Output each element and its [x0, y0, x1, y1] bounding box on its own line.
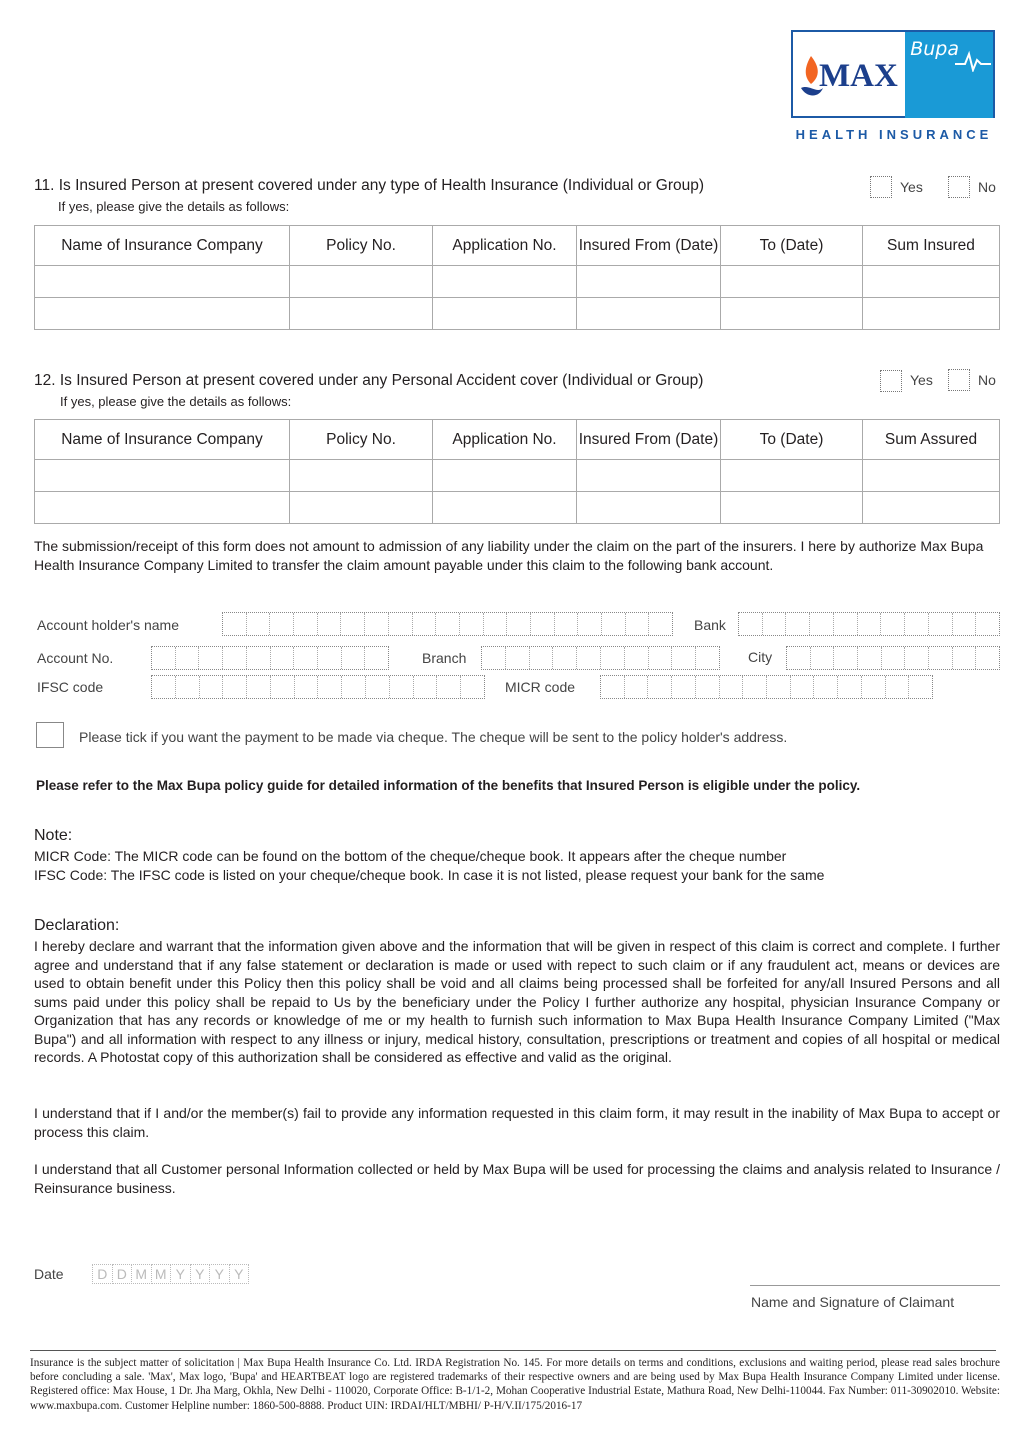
- date-digit: D: [92, 1264, 113, 1284]
- q11-no-checkbox[interactable]: [948, 176, 970, 198]
- table-cell[interactable]: [35, 298, 290, 330]
- table-cell[interactable]: [577, 492, 721, 524]
- col-sum-assured: Sum Assured: [863, 420, 1000, 460]
- date-input[interactable]: [92, 1264, 248, 1284]
- q11-subtext: If yes, please give the details as follows:: [58, 199, 290, 214]
- q12-no-label: No: [978, 372, 996, 388]
- table-cell[interactable]: [433, 298, 577, 330]
- q12-yes-checkbox[interactable]: [880, 370, 902, 392]
- account-no-label: Account No.: [37, 650, 114, 666]
- table-header-row: [35, 226, 1000, 266]
- date-digit: Y: [229, 1264, 250, 1284]
- declaration-paragraph-2: I understand that if I and/or the member(s) fail to provide any information requested in this claim form, it may result in the inability of Max Bupa to accept or process this claim.: [34, 1105, 1000, 1140]
- table-cell[interactable]: [863, 266, 1000, 298]
- col-to-date: To (Date): [721, 420, 863, 460]
- footer-divider: [30, 1350, 996, 1351]
- col-sum-insured: Sum Insured: [863, 226, 1000, 266]
- branch-input[interactable]: [481, 646, 720, 670]
- table-row: [35, 266, 1000, 298]
- table-cell[interactable]: [863, 492, 1000, 524]
- signature-label: Name and Signature of Claimant: [751, 1294, 955, 1310]
- bank-label: Bank: [694, 617, 726, 633]
- q11-table: [34, 225, 1000, 330]
- table-cell[interactable]: [433, 492, 577, 524]
- declaration-title: Declaration:: [34, 917, 120, 934]
- city-label: City: [748, 649, 773, 665]
- col-insurance-company: Name of Insurance Company: [35, 226, 290, 266]
- table-cell[interactable]: [290, 492, 433, 524]
- col-application-no: Application No.: [433, 420, 577, 460]
- q11-question: 11. Is Insured Person at present covered under any type of Health Insurance (Individual or Group): [34, 177, 705, 194]
- q12-yes-label: Yes: [910, 372, 933, 388]
- note-title: Note:: [34, 827, 73, 844]
- heartbeat-icon: [955, 50, 991, 72]
- q12-no-checkbox[interactable]: [948, 369, 970, 391]
- ifsc-label: IFSC code: [37, 679, 104, 695]
- table-cell[interactable]: [290, 266, 433, 298]
- signature-line[interactable]: [750, 1285, 1000, 1286]
- table-cell[interactable]: [577, 298, 721, 330]
- table-cell[interactable]: [721, 266, 863, 298]
- date-digit: Y: [170, 1264, 191, 1284]
- cheque-text: Please tick if you want the payment to be made via cheque. The cheque will be sent to the policy holder's address.: [79, 729, 788, 745]
- date-digit: Y: [190, 1264, 211, 1284]
- declaration-paragraph-3: I understand that all Customer personal Information collected or held by Max Bupa will be used for processing the claims and analysis related to Insurance / Reinsurance business.: [34, 1161, 1000, 1196]
- note-micr: MICR Code: The MICR code can be found on the bottom of the cheque/cheque book. It appears after the cheque number: [34, 848, 787, 864]
- branch-label: Branch: [422, 650, 467, 666]
- col-insured-from: Insured From (Date): [577, 420, 721, 460]
- table-cell[interactable]: [721, 298, 863, 330]
- table-row: [35, 298, 1000, 330]
- q12-table: [34, 419, 1000, 524]
- table-cell[interactable]: [863, 298, 1000, 330]
- max-bupa-logo: [791, 30, 995, 118]
- col-to-date: To (Date): [721, 226, 863, 266]
- table-cell[interactable]: [577, 460, 721, 492]
- table-row: [35, 492, 1000, 524]
- table-cell[interactable]: [577, 266, 721, 298]
- logo-bupa-text: Bupa: [910, 38, 959, 60]
- cheque-checkbox[interactable]: [36, 722, 64, 748]
- city-input[interactable]: [786, 646, 1000, 670]
- declaration-paragraph-1: I hereby declare and warrant that the information given above and the information that will be given in respect of this claim is correct and complete. I further agree and understand that if any false statement or declaration is made or used with repect to such claim or if any fraudulent act, means or devices are used to obtain benefit under this Policy then this policy shall be void and all claims being processed shall be forfeited for any/all Insured Persons and all sums paid under this policy shall be repaid to Us by the beneficiary under the Policy I further authorize any hospital, physician Insurance Company or Organization that has any records or knowledge of me or my health to furnish such information to Max Bupa Health Insurance Company Limited ("Max Bupa") and all information with respect to any illness or injury, medical history, consultation, prescriptions or treatment and copies of all hospital or medical records. A Photostat copy of this authorization shall be considered as effective and valid as the original.: [34, 938, 1000, 1065]
- account-holder-input[interactable]: [222, 612, 673, 636]
- date-digit: M: [151, 1264, 172, 1284]
- q11-no-label: No: [978, 179, 996, 195]
- policy-guide-note: Please refer to the Max Bupa policy guide for detailed information of the benefits that Insured Person is eligible under the policy.: [36, 778, 861, 793]
- date-label: Date: [34, 1266, 64, 1282]
- q11-yes-checkbox[interactable]: [870, 176, 892, 198]
- col-application-no: Application No.: [433, 226, 577, 266]
- q11-yes-label: Yes: [900, 179, 923, 195]
- table-cell[interactable]: [721, 492, 863, 524]
- logo-subtitle: HEALTH INSURANCE: [795, 127, 993, 142]
- ifsc-input[interactable]: [151, 675, 485, 699]
- table-cell[interactable]: [290, 298, 433, 330]
- micr-label: MICR code: [505, 679, 576, 695]
- account-holder-label: Account holder's name: [37, 617, 179, 633]
- date-digit: D: [112, 1264, 133, 1284]
- table-cell[interactable]: [721, 460, 863, 492]
- table-cell[interactable]: [35, 492, 290, 524]
- date-digit: Y: [209, 1264, 230, 1284]
- footer-disclaimer: Insurance is the subject matter of solicitation | Max Bupa Health Insurance Co. Ltd. IRDA Registration No. 145. For more details on terms and conditions, exclusions and waiting period, please read sales brochure before concluding a sale. 'Max', Max logo, 'Bupa' and HEARTBEAT logo are registered trademarks of their respective owners and are being used by Max Bupa Health Insurance Company Limited under license. Registered office: Max House, 1 Dr. Jha Marg, Okhla, New Delhi - 110020, Corporate Office: B-1/1-2, Mohan Cooperative Industrial Estate, Mathura Road, New Delhi-110044. Fax Number: 011-30902010. Website: www.maxbupa.com. Customer Helpline number: 1860-500-8888. Product UIN: IRDAI/HLT/MBHI/ P-H/V.II/175/2016-17: [30, 1357, 1000, 1412]
- col-policy-no: Policy No.: [290, 420, 433, 460]
- q12-subtext: If yes, please give the details as follows:: [60, 394, 292, 409]
- col-insurance-company: Name of Insurance Company: [35, 420, 290, 460]
- logo-bupa-panel: [905, 32, 993, 118]
- table-cell[interactable]: [863, 460, 1000, 492]
- date-digit: M: [131, 1264, 152, 1284]
- micr-input[interactable]: [600, 675, 933, 699]
- table-cell[interactable]: [433, 266, 577, 298]
- table-cell[interactable]: [35, 460, 290, 492]
- q12-question: 12. Is Insured Person at present covered under any Personal Accident cover (Individual or Group): [34, 372, 704, 389]
- col-insured-from: Insured From (Date): [577, 226, 721, 266]
- table-row: [35, 460, 1000, 492]
- col-policy-no: Policy No.: [290, 226, 433, 266]
- table-cell[interactable]: [290, 460, 433, 492]
- logo-max-text: MAX: [819, 58, 898, 94]
- table-cell[interactable]: [35, 266, 290, 298]
- account-no-input[interactable]: [151, 646, 389, 670]
- authorization-text: The submission/receipt of this form does not amount to admission of any liability under the claim on the part of the insurers. I here by authorize Max Bupa Health Insurance Company Limited to transfer the claim amount payable under this claim to the following bank account.: [34, 538, 984, 573]
- table-cell[interactable]: [433, 460, 577, 492]
- table-header-row: [35, 420, 1000, 460]
- note-ifsc: IFSC Code: The IFSC code is listed on your cheque/cheque book. In case it is not listed, please request your bank for the same: [34, 867, 825, 883]
- bank-input[interactable]: [738, 612, 1000, 636]
